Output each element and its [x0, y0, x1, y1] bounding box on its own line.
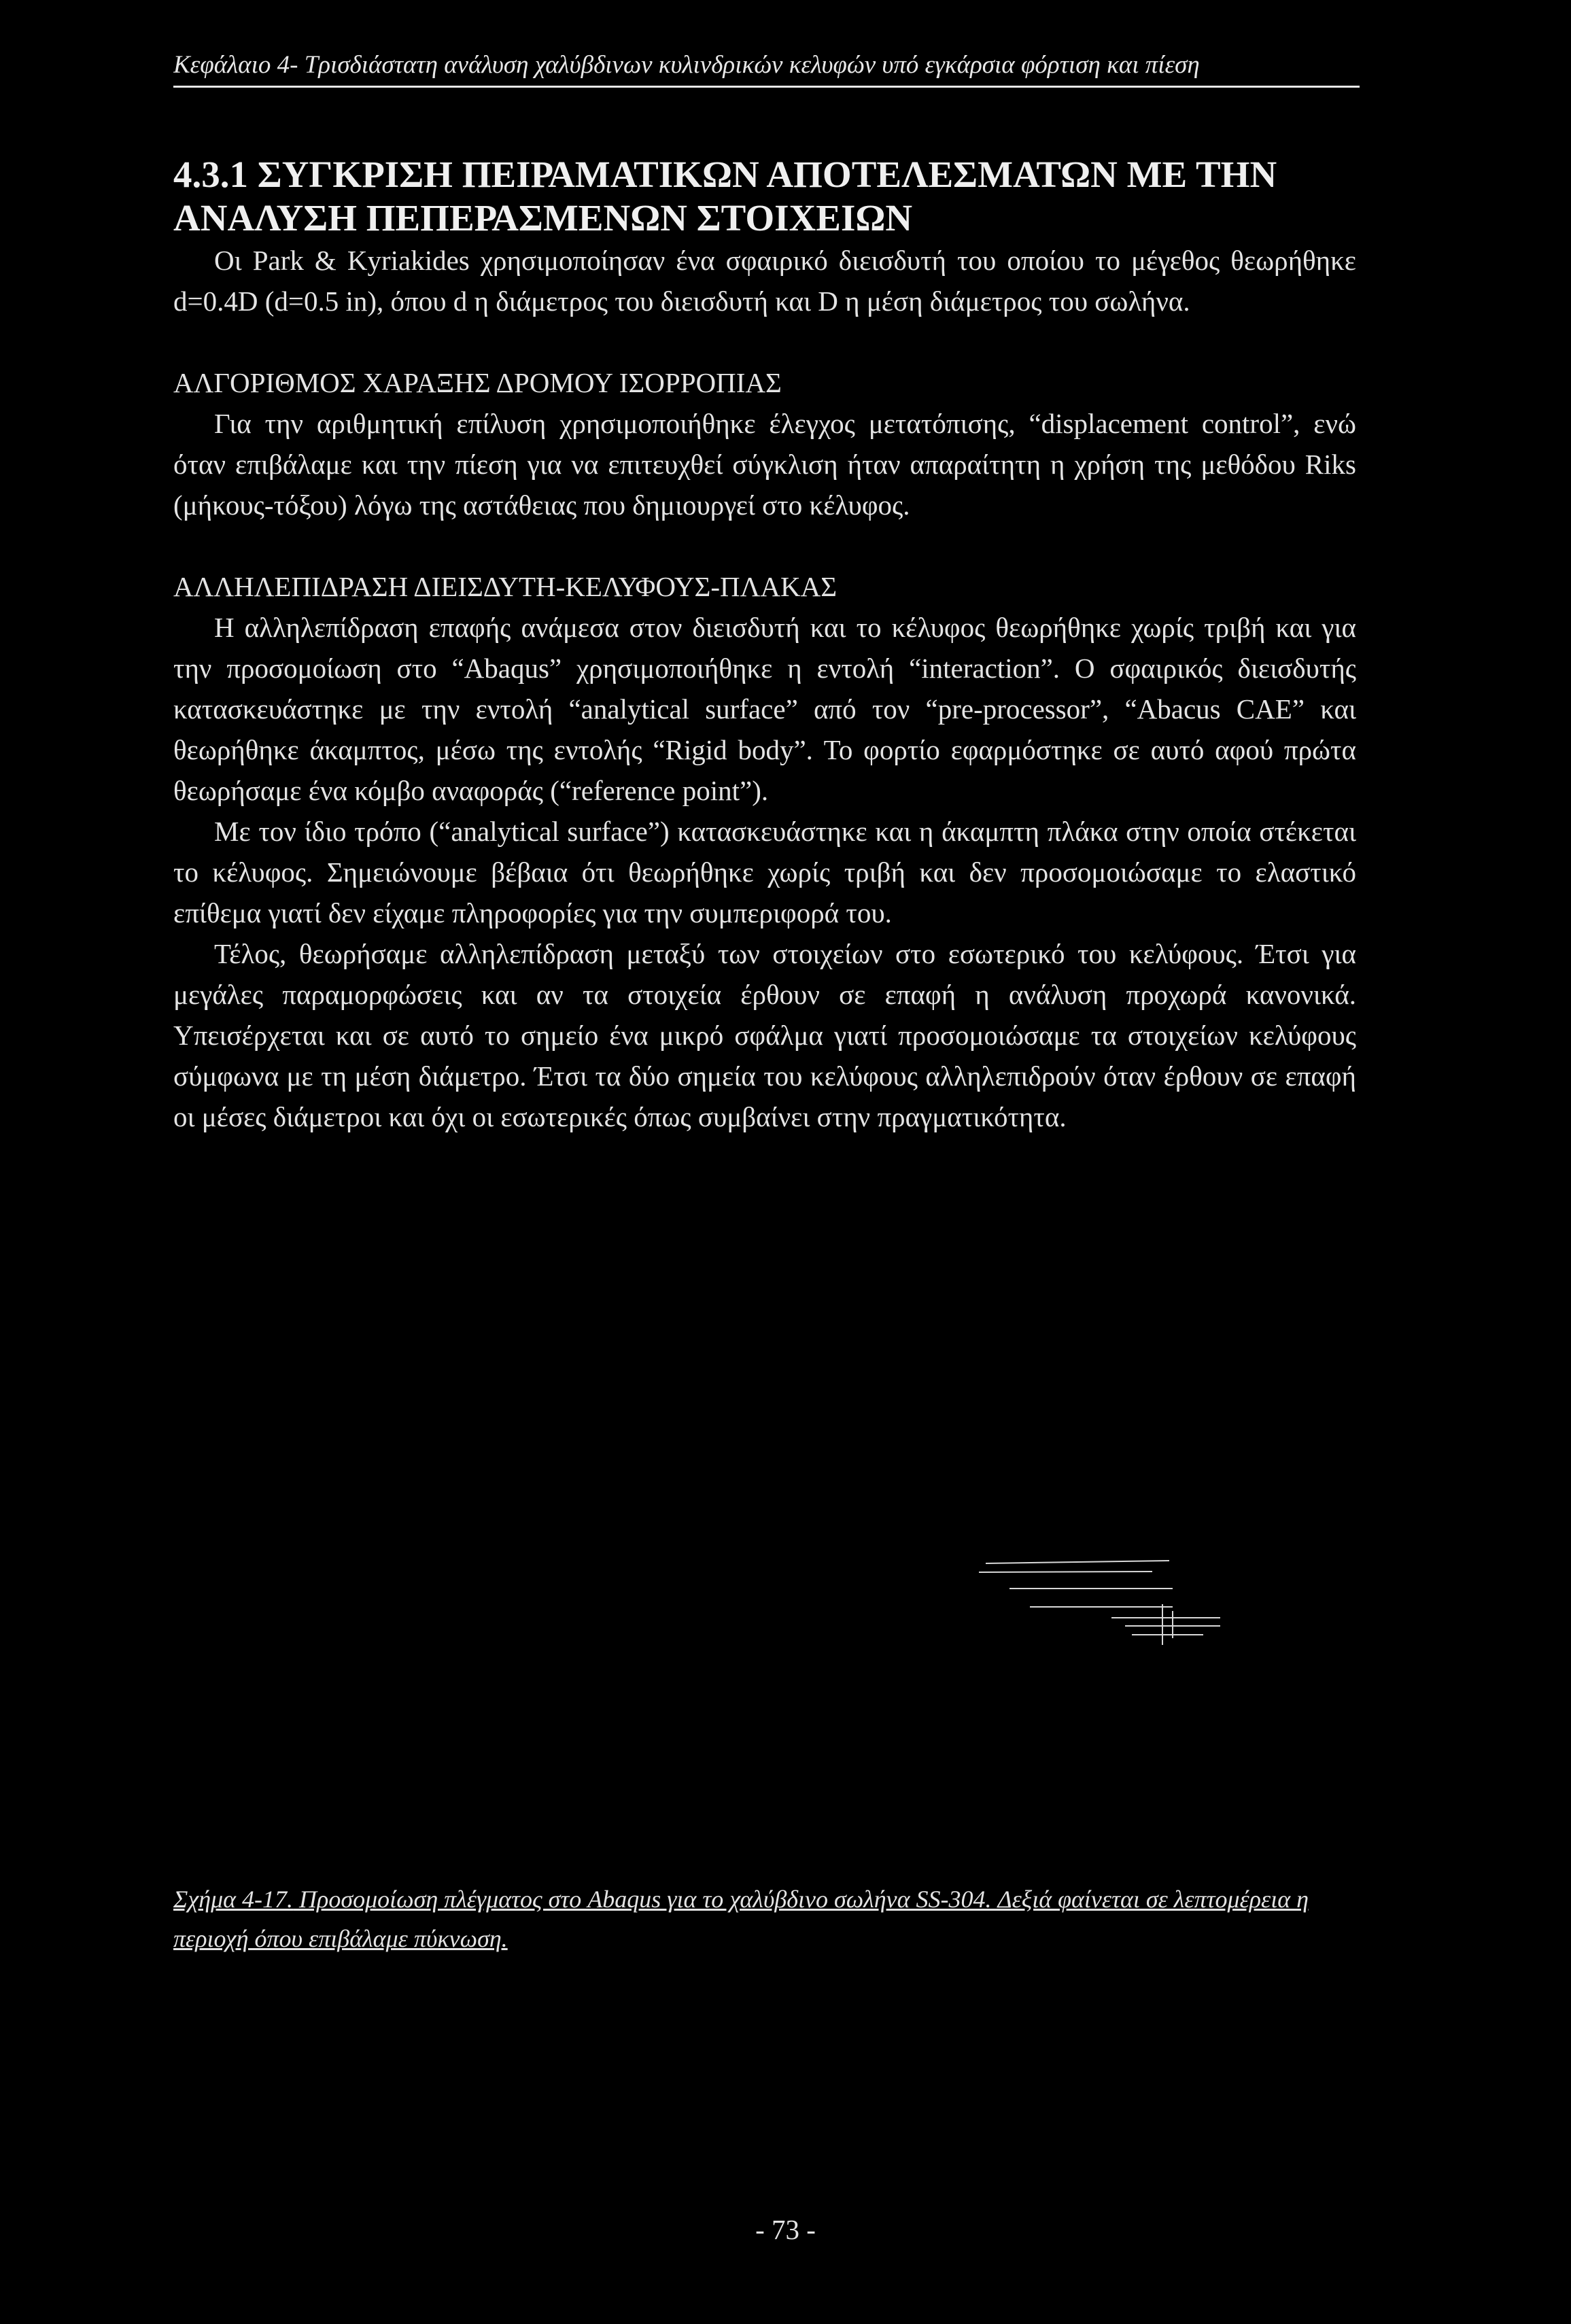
- section-title: [173, 153, 1356, 240]
- page-content: [173, 153, 1356, 1137]
- intro-paragraph: Οι Park & Kyriakides χρησιμοποίησαν ένα σφαιρικό διεισδυτή του οποίου το μέγεθος θεωρήθηκε d=0.4D (d=0.5 in), όπου d η διάμετρος του διεισδυτή και D η μέση διάμετρος του σωλήνα.: [173, 245, 1356, 317]
- interaction-paragraph-2: Με τον ίδιο τρόπο (“analytical surface”) κατασκευάστηκε και η άκαμπτη πλάκα στην οποία στέκεται το κέλυφος. Σημειώνουμε βέβαια ότι θεωρήθηκε χωρίς τριβή και δεν προσομοιώσαμε το ελαστικό επίθεμα γιατί δεν είχαμε πληροφορίες για την συμπεριφορά του.: [173, 816, 1356, 929]
- mesh-line: [986, 1561, 1169, 1563]
- page-number: - 73 -: [755, 2214, 816, 2245]
- interaction-heading: ΑΛΛΗΛΕΠΙΔΡΑΣΗ ΔΙΕΙΣΔΥΤΗ-ΚΕΛΥΦΟΥΣ-ΠΛΑΚΑΣ: [173, 571, 838, 602]
- algorithm-paragraph: Για την αριθμητική επίλυση χρησιμοποιήθηκε έλεγχος μετατόπισης, “displacement control”, ενώ όταν επιβάλαμε και την πίεση για να επιτευχθεί σύγκλιση ήταν απαραίτητη η χρήση της μεθόδου Riks (μήκους-τόξου) λόγω της αστάθειας που δημιουργεί στο κέλυφος.: [173, 408, 1356, 521]
- section-title-line1: 4.3.1 ΣΥΓΚΡΙΣΗ ΠΕΙΡΑΜΑΤΙΚΩΝ ΑΠΟΤΕΛΕΣΜΑΤΩΝ ΜΕ ΤΗΝ: [173, 154, 1277, 195]
- mesh-detail-graphic: [173, 1359, 1360, 1835]
- interaction-paragraph-3: Τέλος, θεωρήσαμε αλληλεπίδραση μεταξύ των στοιχείων στο εσωτερικό του κελύφους. Έτσι για μεγάλες παραμορφώσεις και αν τα στοιχεία έρθουν σε επαφή η ανάλυση προχωρά κανονικά. Υπεισέρχεται και σε αυτό το σημείο ένα μικρό σφάλμα γιατί προσομοιώσαμε τα στοιχείων κελύφους σύμφωνα με τη μέση διάμετρο. Έτσι τα δύο σημεία του κελύφους αλληλεπιδρούν όταν έρθουν σε επαφή οι μέσες διάμετροι και όχι οι εσωτερικές όπως συμβαίνει στην πραγματικότητα.: [173, 938, 1356, 1132]
- section-title-line2: ΑΝΑΛΥΣΗ ΠΕΠΕΡΑΣΜΕΝΩΝ ΣΤΟΙΧΕΙΩΝ: [173, 197, 913, 239]
- caption-text: Προσομοίωση πλέγματος στο Abaqus για το χαλύβδινο σωλήνα SS-304. Δεξιά φαίνεται σε λεπτομέρεια η περιοχή όπου επιβάλαμε πύκνωση.: [173, 1886, 1309, 1952]
- running-header: Κεφάλαιο 4- Τρισδιάστατη ανάλυση χαλύβδινων κυλινδρικών κελυφών υπό εγκάρσια φόρτιση και πίεση: [173, 51, 1200, 79]
- figure-caption: [173, 1879, 1360, 1958]
- algorithm-heading: ΑΛΓΟΡΙΘΜΟΣ ΧΑΡΑΞΗΣ ΔΡΟΜΟΥ ΙΣΟΡΡΟΠΙΑΣ: [173, 367, 782, 398]
- header-rule: [173, 86, 1360, 88]
- figure-mesh-image: [173, 1359, 1360, 1835]
- interaction-paragraph-1: Η αλληλεπίδραση επαφής ανάμεσα στον διεισδυτή και το κέλυφος θεωρήθηκε χωρίς τριβή και για την προσομοίωση στο “Abaqus” χρησιμοποιήθηκε η εντολή “interaction”. Ο σφαιρικός διεισδυτής κατασκευάστηκε με την εντολή “analytical surface” από τον “pre-processor”, “Abacus CAE” και θεωρήθηκε άκαμπτος, μέσω της εντολής “Rigid body”. Το φορτίο εφαρμόστηκε σε αυτό αφού πρώτα θεωρήσαμε ένα κόμβο αναφοράς (“reference point”).: [173, 612, 1356, 806]
- caption-label: Σχήμα 4-17.: [173, 1886, 294, 1913]
